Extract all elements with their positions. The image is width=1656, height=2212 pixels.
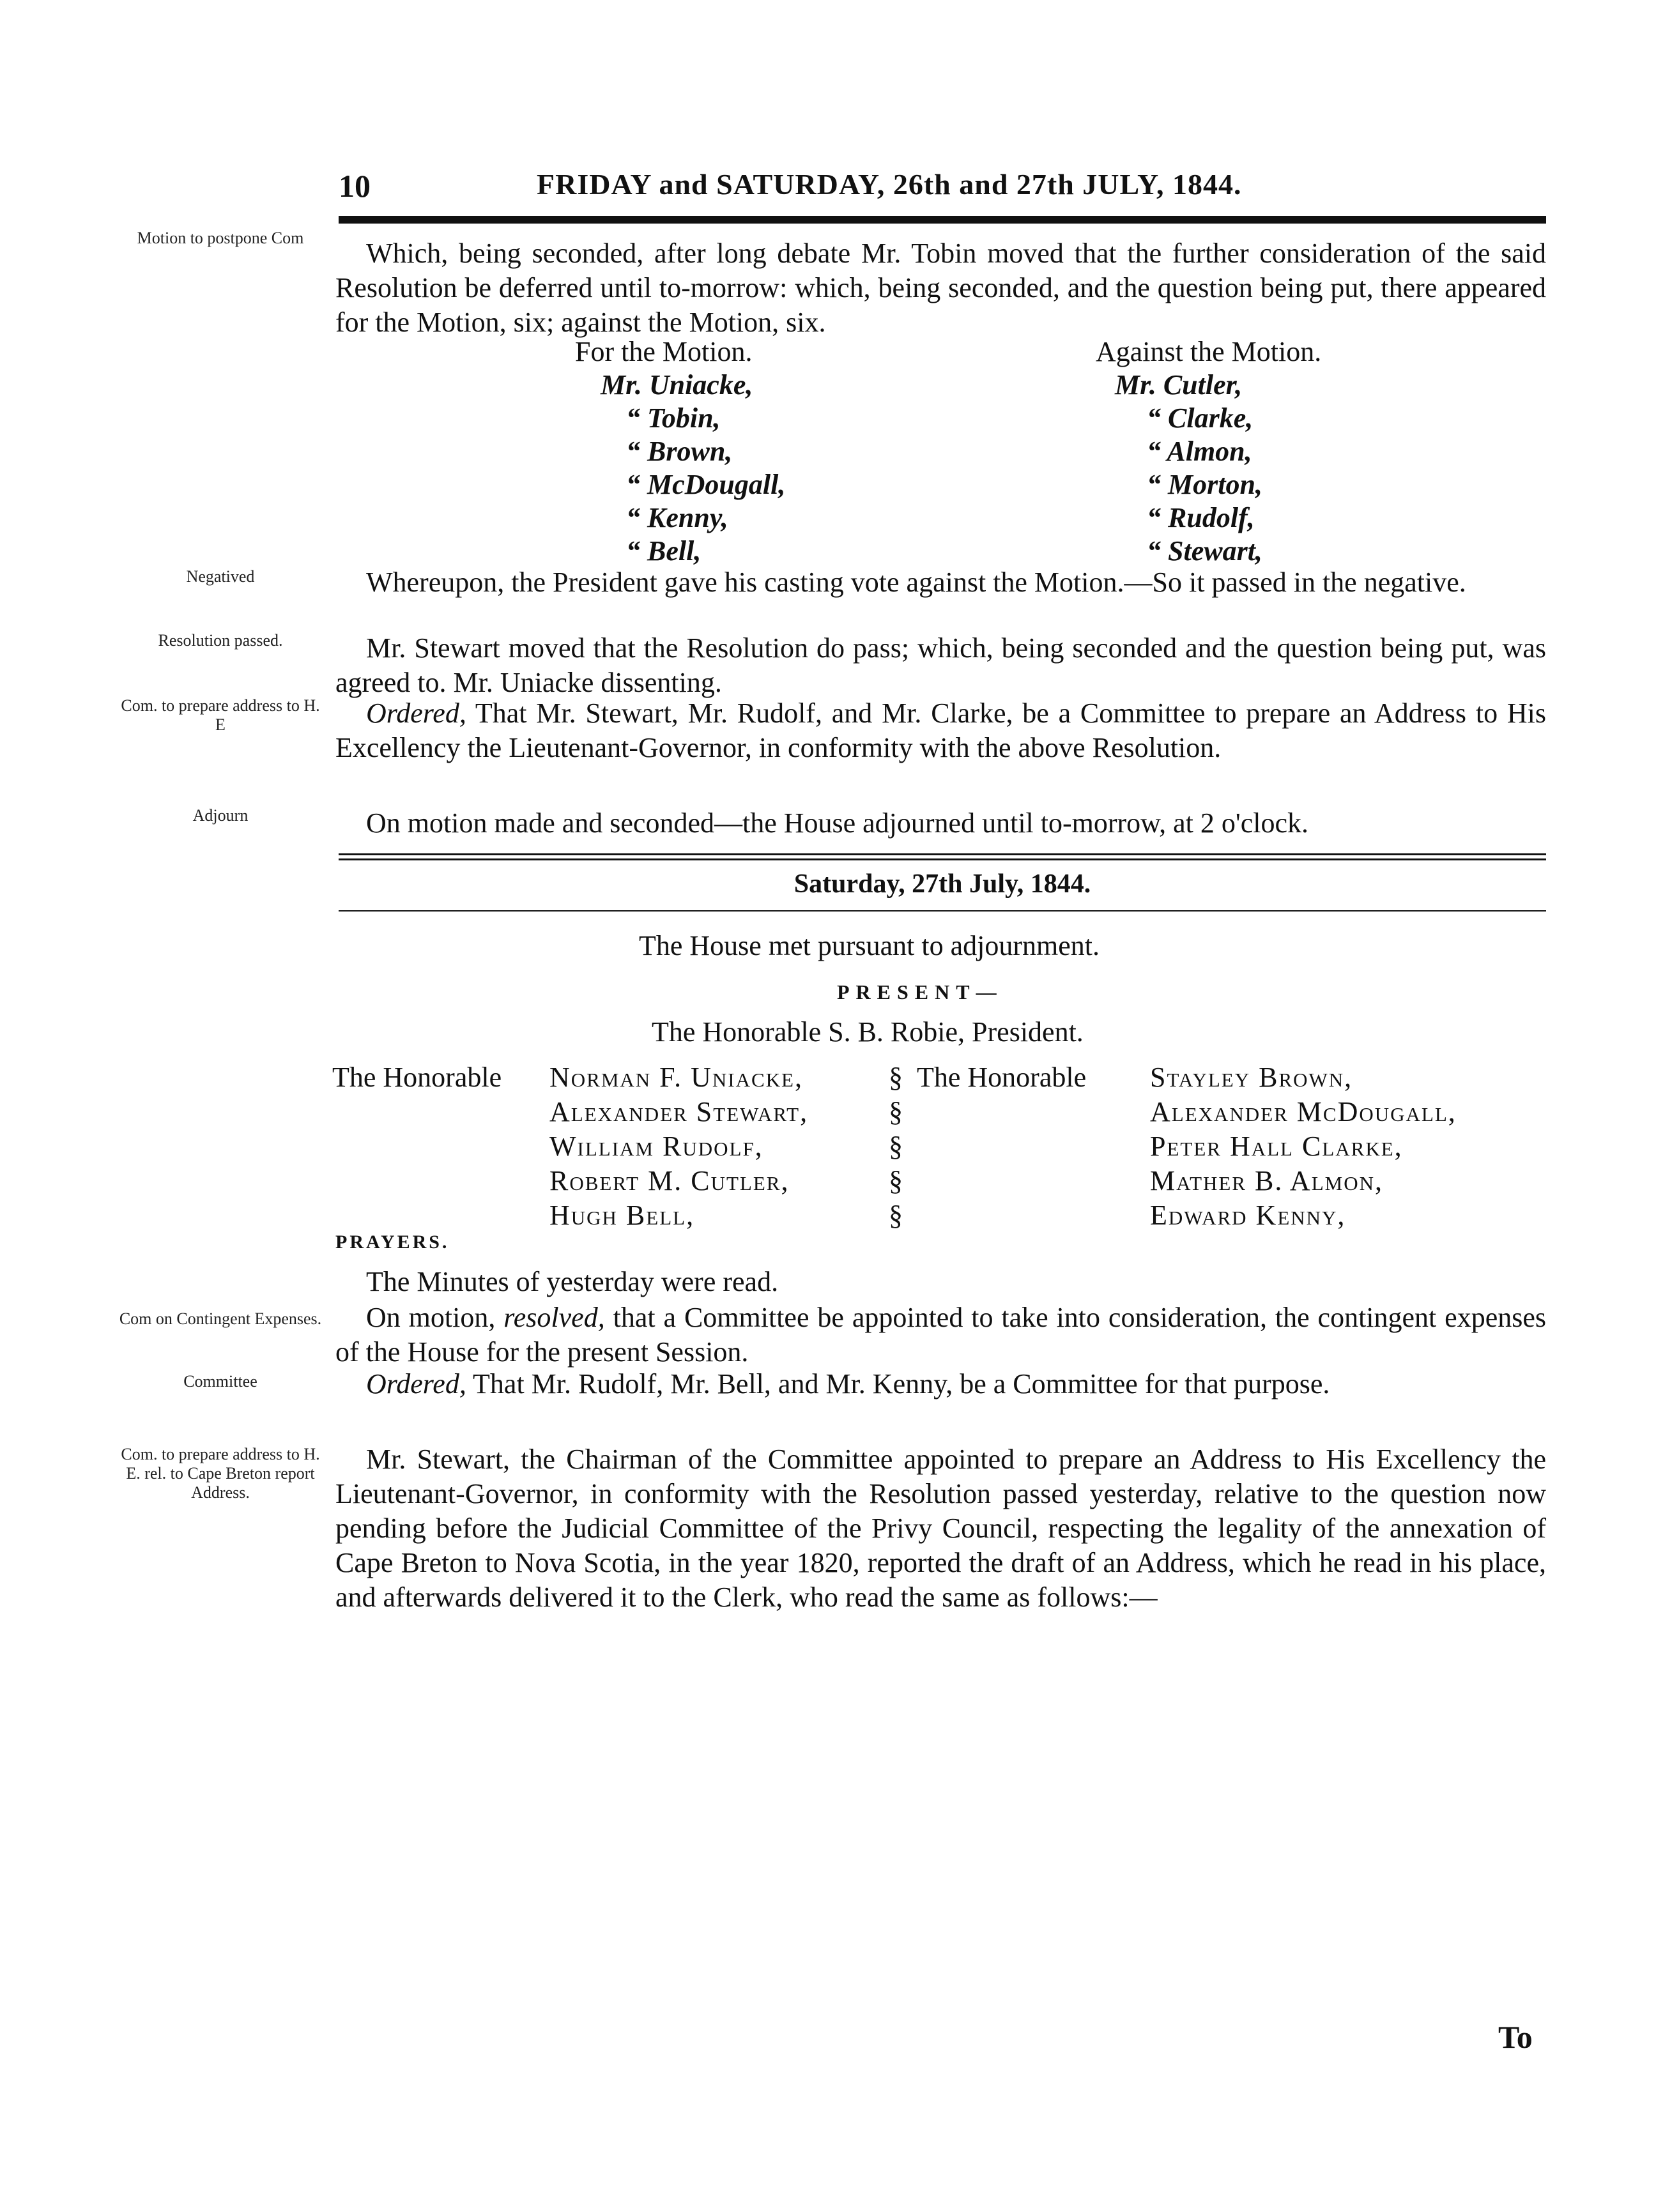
vote-name: “ Brown, bbox=[626, 436, 733, 467]
saturday-paragraph-minutes bbox=[335, 1265, 1546, 1299]
for-motion-heading: For the Motion. bbox=[575, 336, 753, 367]
section-rule-bottom bbox=[339, 858, 1546, 860]
right-members-list bbox=[1150, 1060, 1546, 1233]
saturday-paragraph-address bbox=[335, 1442, 1546, 1615]
friday-paragraph-casting-vote bbox=[335, 565, 1546, 600]
member-name: William Rudolf, bbox=[549, 1131, 763, 1162]
margin-note-negatived: Negatived bbox=[186, 567, 255, 586]
page-number: 10 bbox=[339, 168, 371, 204]
paragraph-text: Which, being seconded, after long debate Mr. Tobin moved that the further consideration of the said Resolution be deferred until to-morrow: which, being seconded, and the question being put, there appeared for the Motion, six; against the Motion, six. bbox=[335, 238, 1546, 338]
margin-note-com-prepare: Com. to prepare address to H. E bbox=[121, 696, 320, 734]
vote-name: Mr. Uniacke, bbox=[601, 369, 753, 400]
friday-paragraph-motion bbox=[335, 236, 1546, 340]
against-motion-heading: Against the Motion. bbox=[1096, 336, 1322, 367]
margin-note-adjourn: Adjourn bbox=[192, 806, 249, 825]
vote-name: “ Morton, bbox=[1147, 469, 1262, 500]
paragraph-text bbox=[335, 1301, 1546, 1369]
member-name: Alexander McDougall, bbox=[1150, 1096, 1457, 1127]
member-name: Alexander Stewart, bbox=[549, 1096, 809, 1127]
friday-paragraph-committee bbox=[335, 696, 1546, 765]
section-symbols bbox=[883, 1060, 908, 1233]
vote-name: “ Tobin, bbox=[626, 402, 721, 434]
paragraph-body: That Mr. Rudolf, Mr. Bell, and Mr. Kenny, be a Committee for that purpose. bbox=[466, 1368, 1330, 1400]
friday-paragraph-adjourn bbox=[335, 806, 1546, 841]
vote-name: “ Kenny, bbox=[626, 502, 728, 533]
president-line: The Honorable S. B. Robie, President. bbox=[652, 1016, 1084, 1048]
section-symbol: § bbox=[889, 1165, 903, 1196]
honorable-label-right: The Honorable bbox=[917, 1062, 1087, 1093]
vote-name: Mr. Cutler, bbox=[1115, 369, 1243, 400]
paragraph-text: The Minutes of yesterday were read. bbox=[366, 1266, 779, 1297]
prayers-label: PRAYERS. bbox=[335, 1232, 450, 1253]
date-rule bbox=[339, 910, 1546, 911]
running-head: FRIDAY and SATURDAY, 26th and 27th JULY, 1844. bbox=[537, 168, 1242, 201]
section-rule-top bbox=[339, 853, 1546, 855]
vote-name: “ Rudolf, bbox=[1147, 502, 1255, 533]
house-met-line: The House met pursuant to adjournment. bbox=[639, 930, 1100, 961]
vote-name: “ McDougall, bbox=[626, 469, 786, 500]
member-name: Edward Kenny, bbox=[1150, 1200, 1346, 1231]
against-motion-column bbox=[1096, 335, 1479, 568]
vote-name: “ Clarke, bbox=[1147, 402, 1254, 434]
catchword: To bbox=[1498, 2019, 1533, 2055]
paragraph-text: Mr. Stewart, the Chairman of the Committee appointed to prepare an Address to His Excellency the Lieutenant-Governor, in conformity with the Resolution passed yesterday, relative to the question now pending before the Judicial Committee of the Privy Council, respecting the legality of the annexation of Cape Breton to Nova Scotia, in the year 1820, reported the draft of an Address, which he read in his place, and afterwards delivered it to the Clerk, who read the same as follows:— bbox=[335, 1444, 1546, 1613]
friday-paragraph-resolution bbox=[335, 631, 1546, 700]
paragraph-text: Whereupon, the President gave his casting vote against the Motion.—So it passed in the negative. bbox=[366, 567, 1466, 598]
margin-note-committee: Committee bbox=[183, 1372, 257, 1391]
paragraph-text bbox=[335, 696, 1546, 765]
for-motion-column bbox=[575, 335, 894, 568]
honorable-label-left: The Honorable bbox=[332, 1062, 502, 1093]
vote-name: “ Stewart, bbox=[1147, 535, 1262, 567]
paragraph-text bbox=[335, 1367, 1546, 1401]
paragraph-text: On motion made and seconded—the House adjourned until to-morrow, at 2 o'clock. bbox=[366, 807, 1309, 839]
member-name: Robert M. Cutler, bbox=[549, 1165, 790, 1196]
saturday-paragraph-contingent bbox=[335, 1301, 1546, 1369]
paragraph-body: that a Committee be appointed to take into consideration, the contingent expenses of the House for the present Session. bbox=[335, 1302, 1547, 1368]
resolved-label: resolved, bbox=[503, 1302, 605, 1333]
member-name: Stayley Brown, bbox=[1150, 1062, 1353, 1093]
margin-note-contingent: Com on Contingent Expenses. bbox=[119, 1309, 322, 1328]
member-name: Hugh Bell, bbox=[549, 1200, 695, 1231]
section-symbol: § bbox=[889, 1096, 903, 1127]
vote-name: “ Almon, bbox=[1147, 436, 1252, 467]
saturday-paragraph-committee bbox=[335, 1367, 1546, 1401]
left-members-list bbox=[549, 1060, 894, 1233]
section-symbol: § bbox=[889, 1200, 903, 1231]
margin-note-com-prepare-2: Com. to prepare address to H. E. rel. to Cape Breton report Address. bbox=[121, 1445, 320, 1502]
member-name: Peter Hall Clarke, bbox=[1150, 1131, 1403, 1162]
member-name: Mather B. Almon, bbox=[1150, 1165, 1383, 1196]
paragraph-body: That Mr. Stewart, Mr. Rudolf, and Mr. Clarke, be a Committee to prepare an Address to His Excellency the Lieutenant-Governor, in conformity with the above Resolution. bbox=[335, 698, 1546, 763]
paragraph-text: Mr. Stewart moved that the Resolution do pass; which, being seconded and the question being put, was agreed to. Mr. Uniacke dissenting. bbox=[335, 632, 1546, 698]
member-name: Norman F. Uniacke, bbox=[549, 1062, 803, 1093]
saturday-date-heading: Saturday, 27th July, 1844. bbox=[793, 869, 1091, 899]
header-rule bbox=[339, 216, 1546, 224]
present-heading: PRESENT— bbox=[837, 980, 1003, 1003]
margin-note-resolution-passed: Resolution passed. bbox=[158, 631, 283, 650]
paragraph-lead: On motion, bbox=[366, 1302, 504, 1333]
vote-name: “ Bell, bbox=[626, 535, 702, 567]
section-symbol: § bbox=[889, 1131, 903, 1162]
section-symbol: § bbox=[889, 1062, 903, 1093]
ordered-label: Ordered, bbox=[366, 1368, 466, 1400]
margin-note-motion-postpone: Motion to postpone Com bbox=[137, 229, 304, 247]
ordered-label: Ordered, bbox=[366, 698, 466, 729]
